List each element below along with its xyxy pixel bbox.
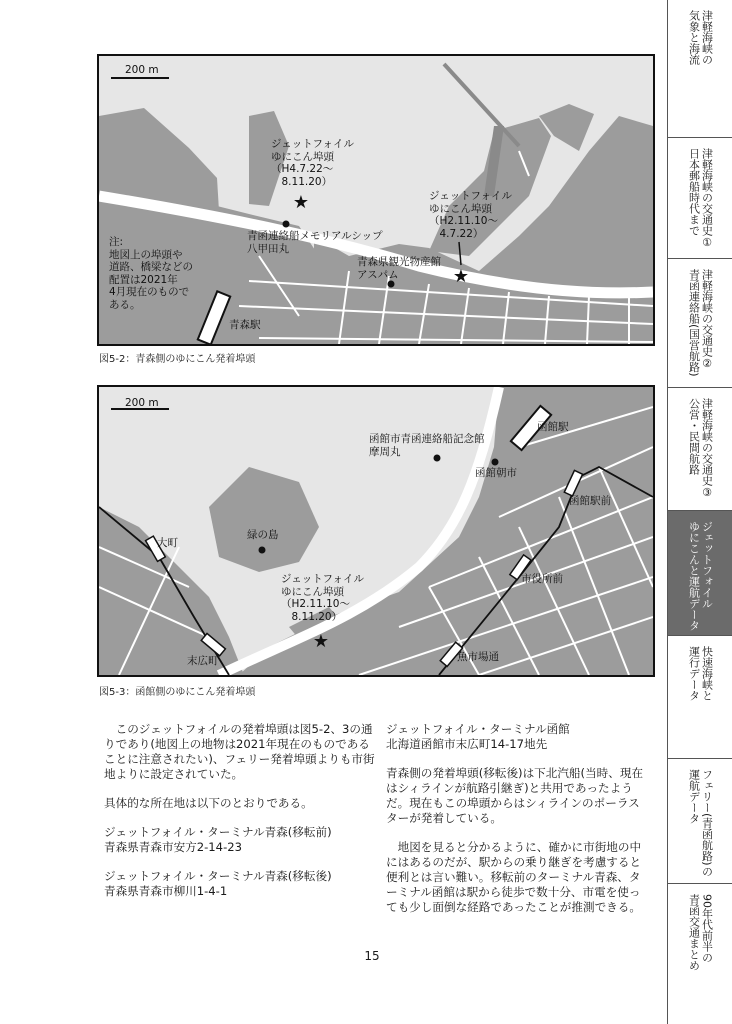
- chapter-tab-label: 津軽海峡の交通史③ 公営・民間航路: [687, 398, 714, 499]
- shiyakusho-mae-label: 市役所前: [521, 573, 563, 585]
- midori-island-label: 緑の島: [247, 529, 279, 541]
- paragraph: ジェットフォイル・ターミナル青森(移転前) 青森県青森市安方2-14-23: [104, 825, 332, 854]
- chapter-tab[interactable]: [668, 759, 732, 884]
- chapter-tab-active[interactable]: [668, 511, 732, 636]
- aomori-map-note: 注: 地図上の埠頭や 道路、橋梁などの 配置は2021年 4月現在のもので ある。: [109, 236, 193, 311]
- chapter-tab-label: 津軽海峡の 気象と海流: [687, 10, 714, 65]
- figure-5-2-caption: 図5-2：青森側のゆにこん発着埠頭: [99, 354, 256, 365]
- hakodate-scale-label: 200 m: [125, 397, 159, 409]
- aomori-memorial-ship-label: 青函連絡船メモリアルシップ 八甲田丸: [247, 230, 383, 255]
- hakodate-ekimae-label: 函館駅前: [569, 495, 611, 507]
- hakodate-map: [97, 385, 655, 677]
- mashu-maru-label: 函館市青函連絡船記念館 摩周丸: [369, 433, 485, 458]
- chapter-tab[interactable]: [668, 259, 732, 388]
- svg-text:★: ★: [292, 192, 310, 213]
- paragraph: 具体的な所在地は以下のとおりである。: [104, 796, 313, 810]
- aomori-pier-old-label: ジェットフォイル ゆにこん埠頭 （H4.7.22～ 8.11.20）: [271, 138, 354, 188]
- paragraph: ジェットフォイル・ターミナル函館 北海道函館市末広町14-17地先: [386, 722, 570, 751]
- omachi-label: 大町: [157, 537, 178, 549]
- hakodate-map-graphic: [99, 387, 653, 675]
- chapter-tab[interactable]: [668, 884, 732, 1023]
- aomori-map: [97, 54, 655, 346]
- chapter-tab-label: ジェットフォイル ゆにこんと運航データ: [687, 521, 714, 631]
- chapter-tabs: [667, 0, 732, 1024]
- paragraph: 地図を見ると分かるように、確かに市街地の中にはあるのだが、駅からの乗り継ぎを考慮すると便利とは言い難い。移転前のターミナル青森、ターミナル函館は駅から徒歩で数十分、市電を使っても少し面倒な経路であったことが推測できる。: [386, 840, 642, 914]
- figure-5-3-caption: 図5-3：函館側のゆにこん発着埠頭: [99, 687, 256, 698]
- chapter-tab-label: フェリー(青函航路)の 運航データ: [687, 769, 714, 877]
- hakodate-asaichi-label: 函館朝市: [475, 467, 517, 479]
- hakodate-pier-label: ジェットフォイル ゆにこん埠頭 （H2.11.10～ 8.11.20）: [281, 573, 364, 623]
- chapter-tab-label: 津軽海峡の交通史② 青函連絡船(国営航路): [687, 269, 714, 377]
- aomori-pier-new-label: ジェットフォイル ゆにこん埠頭 （H2.11.10～ 4.7.22）: [429, 190, 512, 240]
- chapter-tab-label: 津軽海峡の交通史① 日本郵船時代まで: [687, 148, 714, 249]
- page-number: 15: [364, 949, 380, 963]
- body-left-column: [104, 722, 376, 913]
- body-right-column: [386, 722, 648, 929]
- hakodate-station-label: 函館駅: [537, 421, 569, 433]
- chapter-tab[interactable]: [668, 636, 732, 759]
- chapter-tab[interactable]: [668, 0, 732, 138]
- paragraph: このジェットフォイルの発着埠頭は図5-2、3の通りであり(地図上の地物は2021年現在のものであることに注意されたい)、フェリー発着埠頭よりも市街地よりに設定されていた。: [104, 722, 375, 781]
- aspam-label: 青森県観光物産館 アスパム: [357, 256, 441, 281]
- svg-text:★: ★: [452, 266, 470, 287]
- paragraph: ジェットフォイル・ターミナル青森(移転後) 青森県青森市柳川1-4-1: [104, 869, 332, 898]
- chapter-tab[interactable]: [668, 138, 732, 259]
- aomori-station-label: 青森駅: [229, 319, 261, 331]
- uoichiba-dori-label: 魚市場通: [457, 651, 499, 663]
- svg-text:★: ★: [312, 631, 330, 652]
- aomori-scale-label: 200 m: [125, 64, 159, 76]
- suehirocho-label: 末広町: [187, 655, 219, 667]
- chapter-tab-label: 90年代前半の 青函交通まとめ: [687, 894, 714, 971]
- chapter-tab[interactable]: [668, 388, 732, 511]
- chapter-tab-label: 快速海峡と 運行データ: [687, 646, 714, 701]
- paragraph: 青森側の発着埠頭(移転後)は下北汽船(当時、現在はシィラインが航路引継ぎ)と共用であったようだ。現在もこの埠頭からはシィラインのポーラスターが発着している。: [386, 766, 644, 825]
